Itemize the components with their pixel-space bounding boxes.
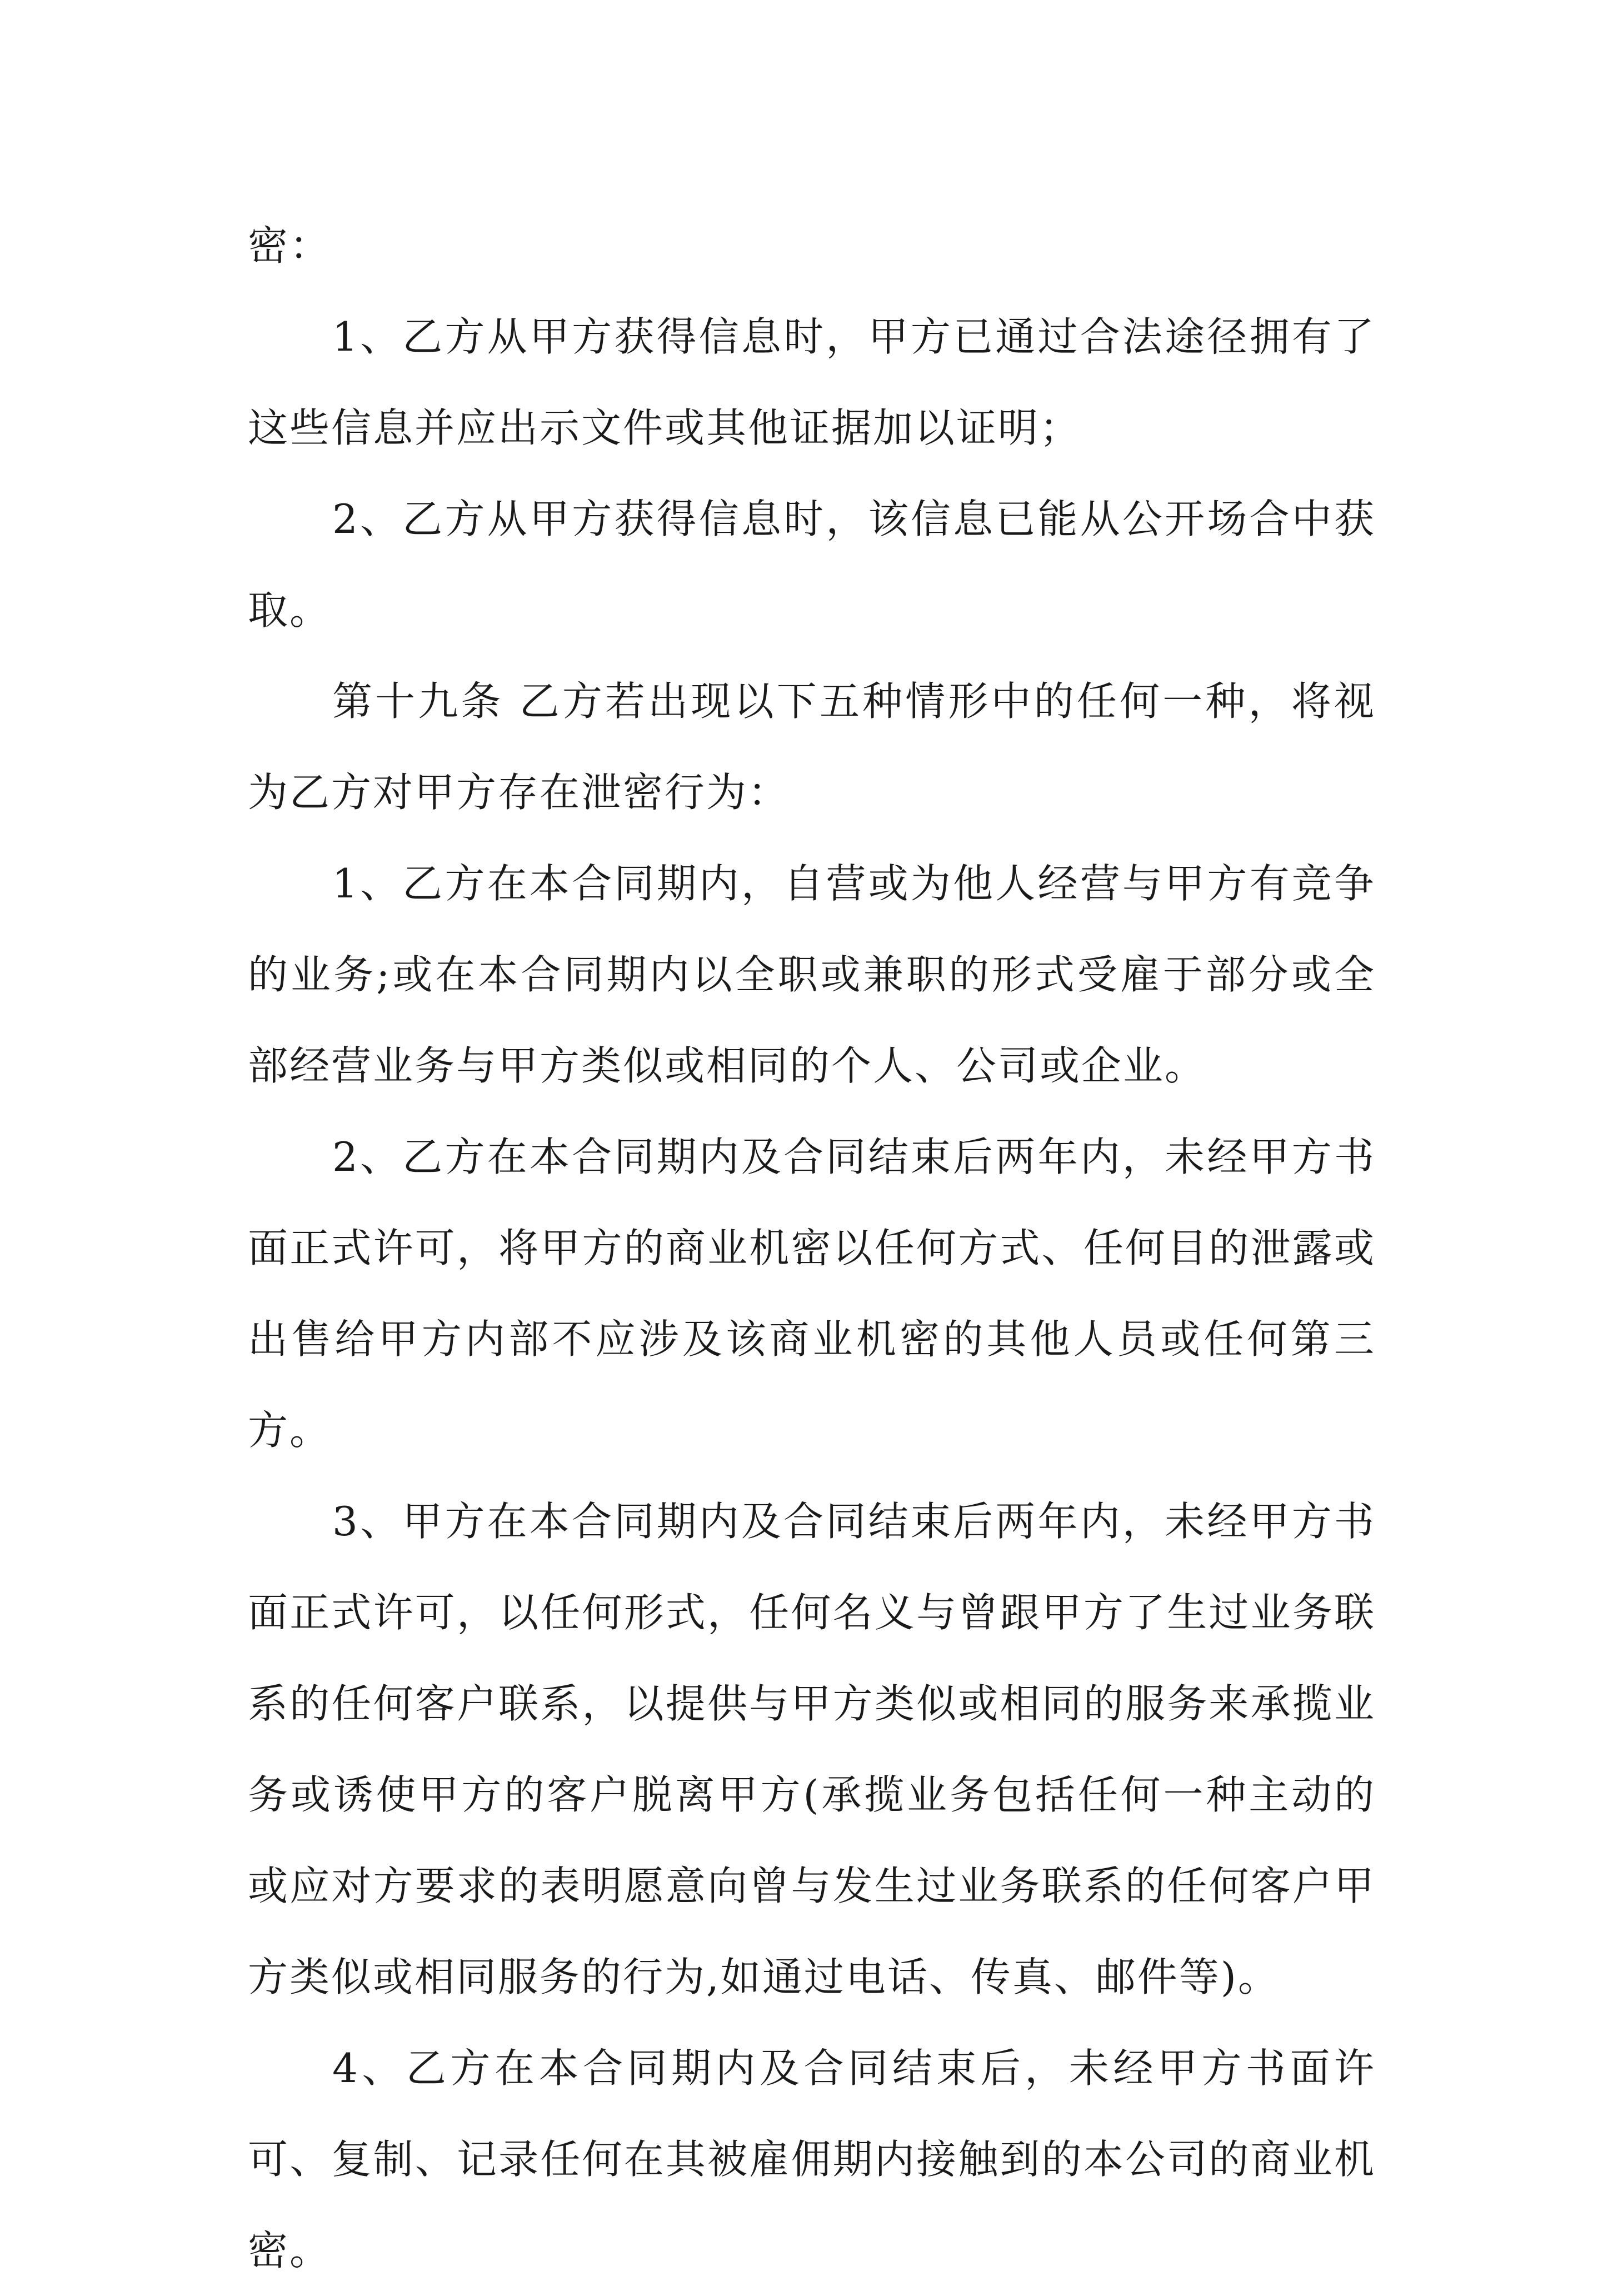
- paragraph-continuation: 密：: [248, 222, 332, 269]
- paragraph-article-19-item-3: 3、甲方在本合同期内及合同结束后两年内，未经甲方书面正式许可，以任何形式，任何名义与曾跟甲方了生过业务联系的任何客户联系，以提供与甲方类似或相同的服务来承揽业务或诱使甲方的客户脱离甲方(承揽业务包括任何一种主动的或应对方要求的表明愿意向曾与发生过业务联系的任何客户甲方类似或相同服务的行为,如通过电话、传真、邮件等)。: [248, 1498, 1376, 2000]
- paragraph-article-19-item-4: 4、乙方在本合同期内及合同结束后，未经甲方书面许可、复制、记录任何在其被雇佣期内接触到的本公司的商业机密。: [248, 2045, 1376, 2274]
- paragraph-item-2: 2、乙方从甲方获得信息时，该信息已能从公开场合中获取。: [248, 496, 1376, 633]
- paragraph-article-19-item-1: 1、乙方在本合同期内，自营或为他人经营与甲方有竞争的业务;或在本合同期内以全职或兼职的形式受雇于部分或全部经营业务与甲方类似或相同的个人、公司或企业。: [248, 860, 1376, 1089]
- paragraph-article-19: 第十九条 乙方若出现以下五种情形中的任何一种，将视为乙方对甲方存在泄密行为：: [248, 678, 1376, 816]
- paragraph-article-19-item-2: 2、乙方在本合同期内及合同结束后两年内，未经甲方书面正式许可，将甲方的商业机密以任何方式、任何目的泄露或出售给甲方内部不应涉及该商业机密的其他人员或任何第三方。: [248, 1134, 1376, 1454]
- paragraph-item-1: 1、乙方从甲方获得信息时，甲方已通过合法途径拥有了这些信息并应出示文件或其他证据加以证明；: [248, 313, 1376, 451]
- document-body: [248, 200, 1376, 2296]
